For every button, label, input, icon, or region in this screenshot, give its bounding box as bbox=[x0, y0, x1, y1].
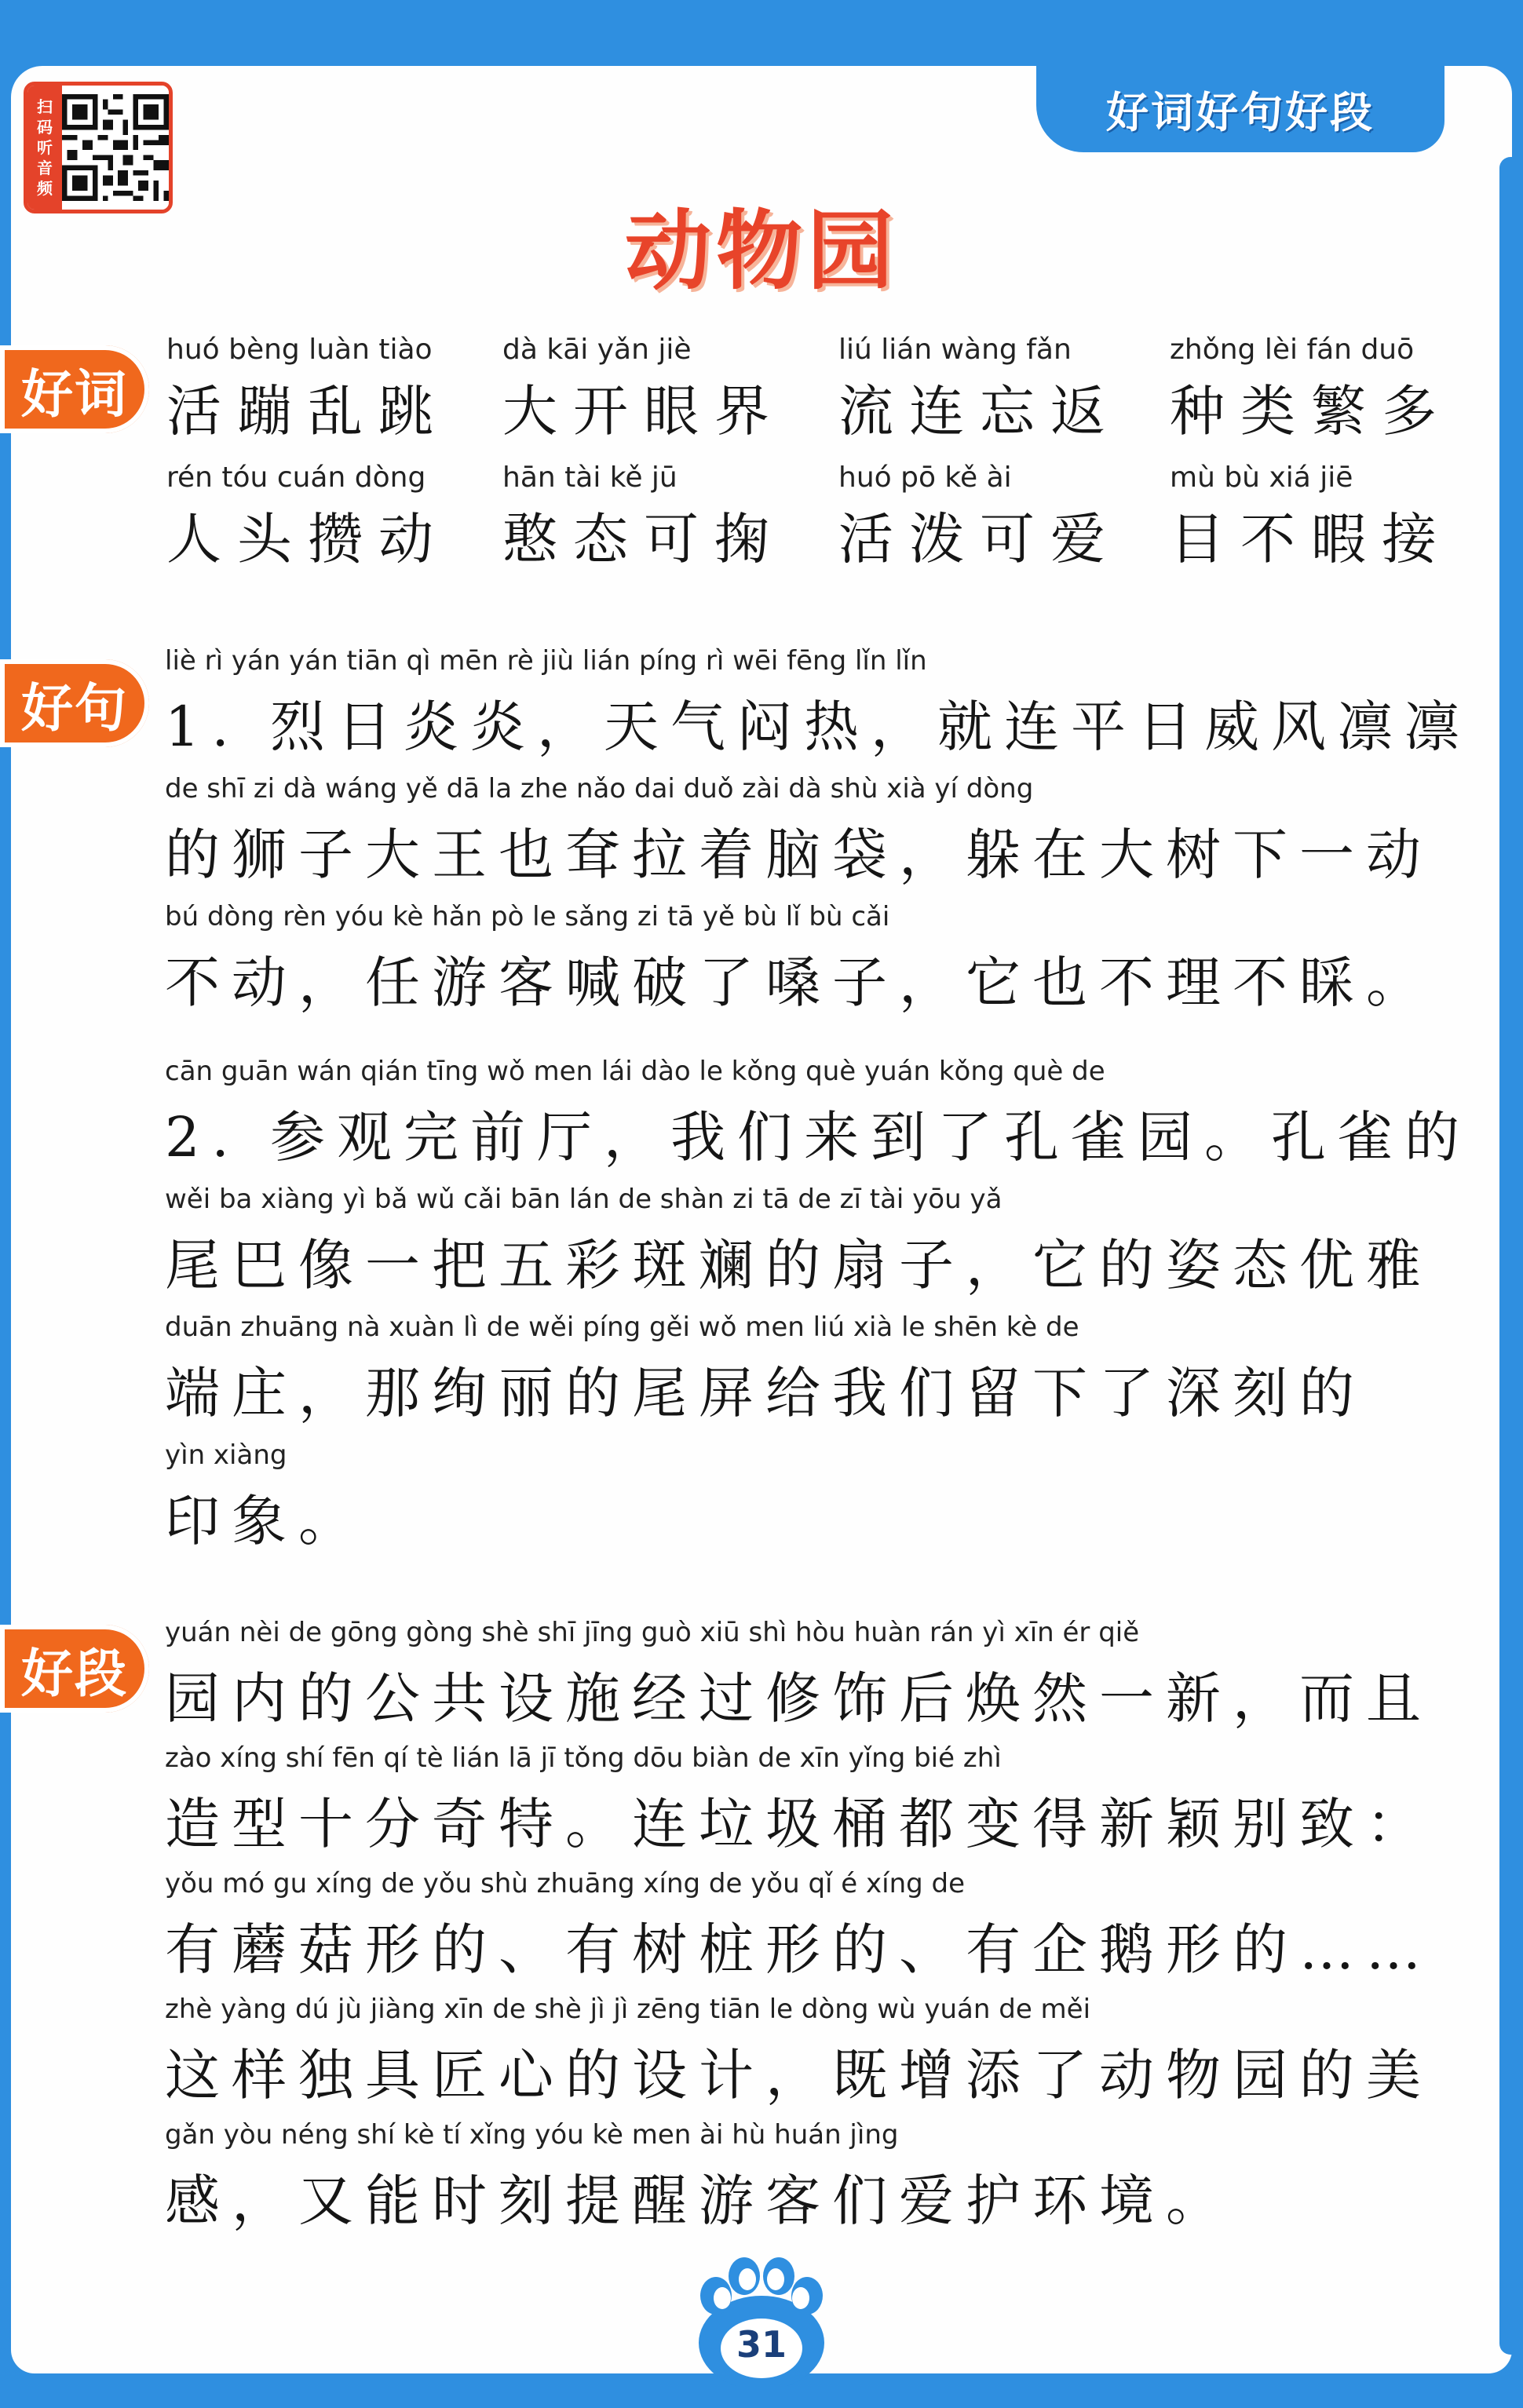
line-pinyin: zào xíng shí fēn qí tè lián lā jī tǒng dōu biàn de xīn yǐng bié zhì bbox=[165, 1742, 1002, 1774]
line-text: 不动，任游客喊破了嗓子，它也不理不睬。 bbox=[165, 950, 1433, 1015]
word-pinyin: huó bèng luàn tiào bbox=[166, 334, 433, 366]
line-pinyin: liè rì yán yán tiān qì mēn rè jiù lián píng rì wēi fēng lǐn lǐn bbox=[165, 645, 927, 677]
word-pinyin: hān tài kě jū bbox=[502, 462, 677, 494]
line-text: 印象。 bbox=[165, 1489, 365, 1553]
page-title: 动物园 bbox=[625, 201, 898, 301]
line-text: 的狮子大王也耷拉着脑袋，躲在大树下一动 bbox=[165, 823, 1433, 887]
line-pinyin: de shī zi dà wáng yě dā la zhe nǎo dai duǒ zài dà shù xià yí dòng bbox=[165, 773, 1034, 804]
word-item bbox=[502, 462, 785, 575]
line-text: 2. 参观完前厅，我们来到了孔雀园。孔雀的 bbox=[165, 1105, 1472, 1169]
word-item bbox=[502, 334, 785, 447]
word-item bbox=[1170, 462, 1452, 575]
badge-good-sentences bbox=[0, 659, 149, 747]
line-text: 园内的公共设施经过修饰后焕然一新，而且 bbox=[165, 1666, 1433, 1731]
sentence-line bbox=[165, 1184, 1484, 1301]
line-pinyin: yuán nèi de gōng gòng shè shī jīng guò xiū shì hòu huàn rán yì xīn ér qiě bbox=[165, 1617, 1140, 1648]
qr-label: 扫 码 听 音 频 bbox=[27, 86, 62, 210]
section-header-label: 好词好句好段 bbox=[1106, 87, 1375, 137]
line-pinyin: duān zhuāng nà xuàn lì de wěi píng gěi wǒ men liú xià le shēn kè de bbox=[165, 1312, 1079, 1343]
word-pinyin: huó pō kě ài bbox=[838, 462, 1012, 494]
line-text: 这样独具匠心的设计，既增添了动物园的美 bbox=[165, 2043, 1433, 2107]
paragraph-line bbox=[165, 1868, 1484, 1985]
sentence-line bbox=[165, 1439, 1484, 1556]
badge-good-paragraph-label: 好段 bbox=[21, 1643, 128, 1704]
line-pinyin: gǎn yòu néng shí kè tí xǐng yóu kè men ài hù huán jìng bbox=[165, 2119, 899, 2151]
sentence-line bbox=[165, 773, 1484, 890]
word-text: 流连忘返 bbox=[838, 379, 1121, 443]
badge-good-words bbox=[0, 345, 149, 433]
sentence-line bbox=[165, 901, 1484, 1018]
line-text: 尾巴像一把五彩斑斓的扇子，它的姿态优雅 bbox=[165, 1233, 1433, 1297]
word-item bbox=[838, 334, 1121, 447]
paragraph-line bbox=[165, 1617, 1484, 1734]
paragraph-line bbox=[165, 1994, 1484, 2111]
word-text: 活蹦乱跳 bbox=[166, 379, 449, 443]
word-text: 人头攒动 bbox=[166, 507, 449, 571]
page-edge-stripe bbox=[1499, 157, 1523, 2355]
paragraph-line bbox=[165, 1742, 1484, 1859]
word-text: 目不暇接 bbox=[1170, 507, 1452, 571]
word-pinyin: dà kāi yǎn jiè bbox=[502, 334, 692, 366]
line-pinyin: bú dòng rèn yóu kè hǎn pò le sǎng zi tā yě bù lǐ bù cǎi bbox=[165, 901, 890, 932]
line-pinyin: zhè yàng dú jù jiàng xīn de shè jì jì zēng tiān le dòng wù yuán de měi bbox=[165, 1994, 1091, 2025]
word-pinyin: liú lián wàng fǎn bbox=[838, 334, 1072, 366]
word-pinyin: mù bù xiá jiē bbox=[1170, 462, 1353, 494]
line-text: 端庄，那绚丽的尾屏给我们留下了深刻的 bbox=[165, 1361, 1366, 1425]
word-item bbox=[838, 462, 1121, 575]
word-item bbox=[166, 334, 449, 447]
page-number-paw bbox=[675, 2229, 848, 2386]
word-pinyin: zhǒng lèi fán duō bbox=[1170, 334, 1415, 366]
line-pinyin: wěi ba xiàng yì bǎ wǔ cǎi bān lán de shàn zi tā de zī tài yōu yǎ bbox=[165, 1184, 1003, 1215]
word-text: 活泼可爱 bbox=[838, 507, 1121, 571]
paragraph-line bbox=[165, 2119, 1484, 2236]
line-pinyin: yǒu mó gu xíng de yǒu shù zhuāng xíng de yǒu qǐ é xíng de bbox=[165, 1868, 966, 1899]
word-text: 大开眼界 bbox=[502, 379, 785, 443]
word-item bbox=[166, 462, 449, 575]
sentence-line bbox=[165, 1312, 1484, 1428]
word-item bbox=[1170, 334, 1452, 447]
badge-good-sentences-label: 好句 bbox=[21, 677, 128, 739]
sentence-line bbox=[165, 645, 1484, 762]
line-text: 1. 烈日炎炎，天气闷热，就连平日威风凛凛 bbox=[165, 695, 1472, 759]
word-pinyin: rén tóu cuán dòng bbox=[166, 462, 426, 494]
sentence-line bbox=[165, 1056, 1484, 1173]
page-number: 31 bbox=[736, 2323, 787, 2366]
line-text: 造型十分奇特。连垃圾桶都变得新颖别致： bbox=[165, 1792, 1433, 1856]
badge-good-words-label: 好词 bbox=[21, 363, 128, 425]
line-pinyin: cān guān wán qián tīng wǒ men lái dào le kǒng què yuán kǒng què de bbox=[165, 1056, 1105, 1087]
section-header-tab bbox=[1036, 66, 1444, 152]
word-text: 种类繁多 bbox=[1170, 379, 1452, 443]
word-text: 憨态可掬 bbox=[502, 507, 785, 571]
line-pinyin: yìn xiàng bbox=[165, 1439, 287, 1471]
line-text: 感，又能时刻提醒游客们爱护环境。 bbox=[165, 2169, 1233, 2233]
line-text: 有蘑菇形的、有树桩形的、有企鹅形的…… bbox=[165, 1917, 1433, 1982]
badge-good-paragraph bbox=[0, 1625, 149, 1713]
